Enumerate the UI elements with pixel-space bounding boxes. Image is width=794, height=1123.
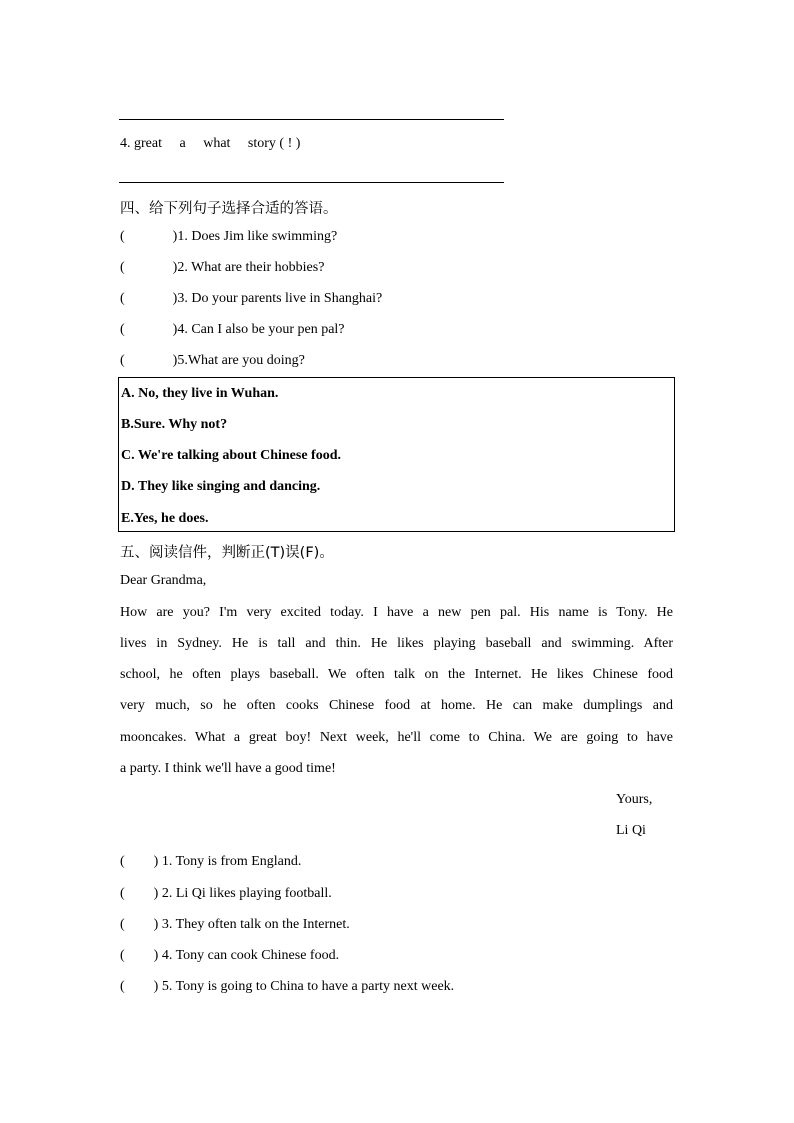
question-text: 4. Can I also be your pen pal? (177, 322, 345, 337)
question-text: 5.What are you doing? (177, 353, 305, 368)
matching-question-3 (120, 291, 382, 307)
option-c: C. We're talking about Chinese food. (121, 448, 342, 463)
letter-line-1: How are you? I'm very excited today. I have a new pen pal. His name is Tony. He (120, 605, 673, 620)
punctuation-hint: ( ! ) (279, 136, 301, 151)
paren-close: ) (153, 948, 159, 963)
statement-text: 1. Tony is from England. (161, 854, 302, 869)
question-text: 1. Does Jim like swimming? (177, 229, 338, 244)
paren-open: ( (120, 854, 125, 869)
paren-close: ) (172, 291, 178, 306)
paren-close: ) (153, 854, 159, 869)
true-false-statement-2 (120, 886, 332, 902)
paren-open: ( (120, 917, 125, 932)
matching-question-1 (120, 229, 337, 245)
option-e: E.Yes, he does. (121, 511, 209, 526)
letter-signature: Li Qi (616, 823, 646, 838)
reorder-question-4 (120, 136, 300, 152)
paren-open: ( (120, 948, 125, 963)
paren-open: ( (120, 353, 125, 368)
letter-line-5: mooncakes. What a great boy! Next week, he'll come to China. We are going to have (120, 730, 673, 745)
answer-line-3 (119, 119, 504, 120)
paren-close: ) (153, 979, 159, 994)
word-4: story (247, 136, 276, 151)
option-b: B.Sure. Why not? (121, 417, 228, 432)
option-a: A. No, they live in Wuhan. (121, 386, 279, 401)
true-false-statement-1 (120, 854, 301, 870)
answer-line-4[interactable] (119, 182, 504, 183)
paren-close: ) (172, 322, 178, 337)
paren-open: ( (120, 886, 125, 901)
question-text: 2. What are their hobbies? (177, 260, 325, 275)
letter-line-6: a party. I think we'll have a good time! (120, 761, 336, 776)
section-4-title: 四、给下列句子选择合适的答语。 (120, 201, 338, 217)
true-false-statement-3 (120, 917, 350, 933)
paren-close: ) (172, 229, 178, 244)
section-5-title: 五、阅读信件，判断正(T)误(F)。 (120, 545, 334, 561)
word-3: what (203, 136, 231, 151)
question-text: 3. Do your parents live in Shanghai? (177, 291, 383, 306)
paren-open: ( (120, 979, 125, 994)
letter-closing: Yours, (616, 792, 653, 807)
word-2: a (179, 136, 186, 151)
matching-question-2 (120, 260, 324, 276)
statement-text: 4. Tony can cook Chinese food. (161, 948, 340, 963)
paren-open: ( (120, 229, 125, 244)
matching-question-4 (120, 322, 345, 338)
paren-close: ) (172, 260, 178, 275)
word-1: great (134, 136, 162, 151)
true-false-statement-5 (120, 979, 454, 995)
matching-question-5 (120, 353, 305, 369)
question-number: 4. (120, 136, 131, 151)
statement-text: 2. Li Qi likes playing football. (161, 886, 332, 901)
paren-close: ) (153, 917, 159, 932)
paren-open: ( (120, 260, 125, 275)
letter-greeting: Dear Grandma, (120, 573, 207, 588)
paren-open: ( (120, 322, 125, 337)
paren-close: ) (172, 353, 178, 368)
statement-text: 5. Tony is going to China to have a party next week. (161, 979, 455, 994)
letter-line-3: school, he often plays baseball. We often talk on the Internet. He likes Chinese food (120, 667, 673, 682)
letter-line-4: very much, so he often cooks Chinese food at home. He can make dumplings and (120, 698, 673, 713)
paren-close: ) (153, 886, 159, 901)
true-false-statement-4 (120, 948, 339, 964)
option-d: D. They like singing and dancing. (121, 479, 321, 494)
statement-text: 3. They often talk on the Internet. (161, 917, 350, 932)
paren-open: ( (120, 291, 125, 306)
letter-line-2: lives in Sydney. He is tall and thin. He likes playing baseball and swimming. After (120, 636, 673, 651)
